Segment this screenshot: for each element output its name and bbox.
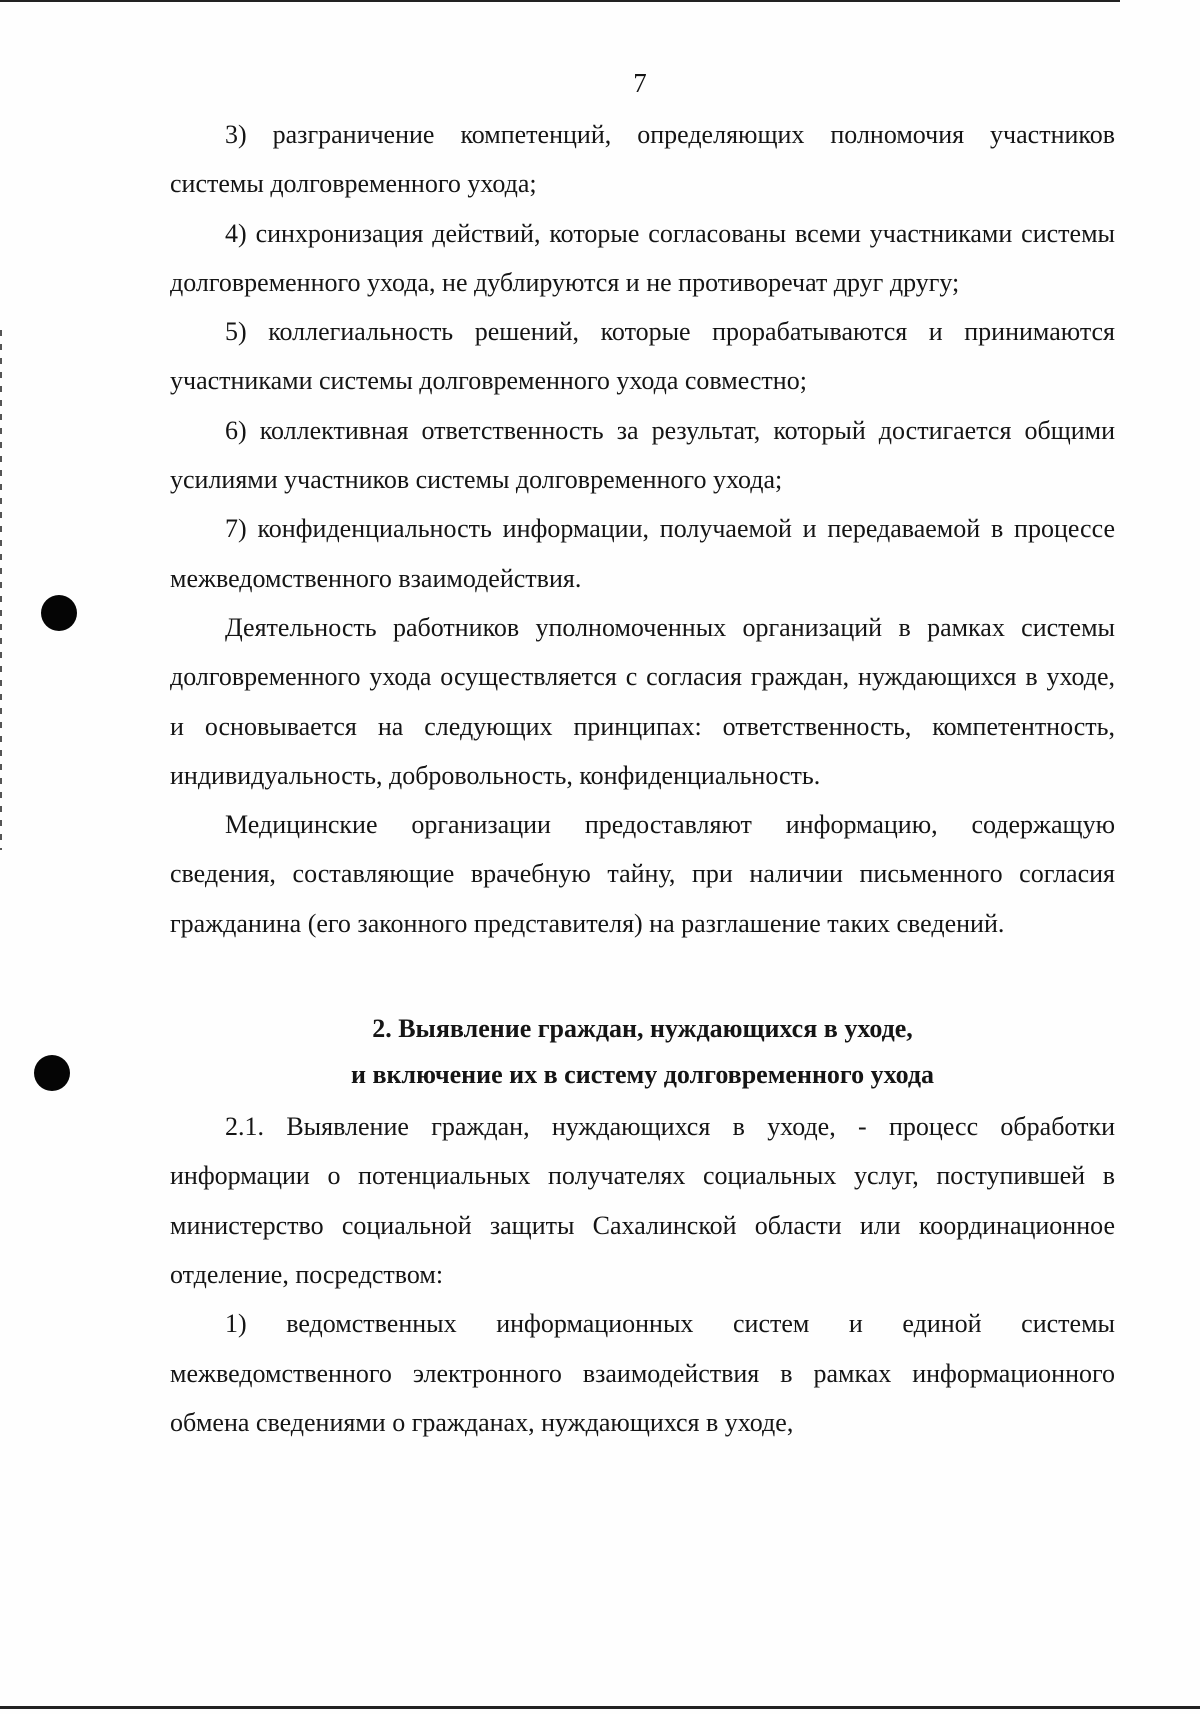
list-item-5: 5) коллегиальность решений, которые прорабатываются и принимаются участниками системы долговременного ухода совместно; (170, 317, 1115, 396)
clause-2-1-item-1: 1) ведомственных информационных систем и единой системы межведомственного электронного взаимодействия в рамках информационного обмена сведениями о гражданах, нуждающихся в уходе, (170, 1309, 1115, 1437)
page-number: 7 (633, 68, 647, 98)
clause-2-1-paragraph: 2.1. Выявление граждан, нуждающихся в уходе, - процесс обработки информации о потенциальных получателях социальных услуг, поступившей в министерство социальной защиты Сахалинской области или координационное отделение, посредством: (170, 1112, 1115, 1289)
left-scan-edge (0, 330, 2, 850)
punch-hole (41, 595, 77, 631)
bottom-border-line (0, 1706, 1200, 1709)
list-item-6: 6) коллективная ответственность за результат, который достигается общими усилиями участников системы долговременного ухода; (170, 415, 1115, 495)
principles-paragraph: Деятельность работников уполномоченных организаций в рамках системы долговременного ухода осуществляется с согласия граждан, нуждающихся в уходе, и основывается на следующих принципах: ответственность, компетентность, индивидуальность, добровольность, конфиденциальность. (170, 612, 1115, 790)
section-heading-line-2: и включение их в систему долговременного ухода (350, 1060, 934, 1090)
medical-info-paragraph: Медицинские организации предоставляют информацию, содержащую сведения, составляющие врачебную тайну, при наличии письменного согласия гражданина (его законного представителя) на разглашение таких сведений. (170, 810, 1115, 938)
document-body (170, 110, 1115, 1447)
top-border-line (0, 0, 1120, 2)
list-item-3: 3) разграничение компетенций, определяющих полномочия участников системы долговременного ухода; (170, 120, 1115, 199)
list-item-7: 7) конфиденциальность информации, получаемой и передаваемой в процессе межведомственного взаимодействия. (170, 514, 1115, 593)
punch-hole (34, 1055, 70, 1091)
list-item-4: 4) синхронизация действий, которые согласованы всеми участниками системы долговременного ухода, не дублируются и не противоречат друг другу; (170, 218, 1115, 297)
section-heading-line-1: 2. Выявление граждан, нуждающихся в уходе, (372, 1014, 913, 1044)
section-heading (170, 1006, 1115, 1098)
